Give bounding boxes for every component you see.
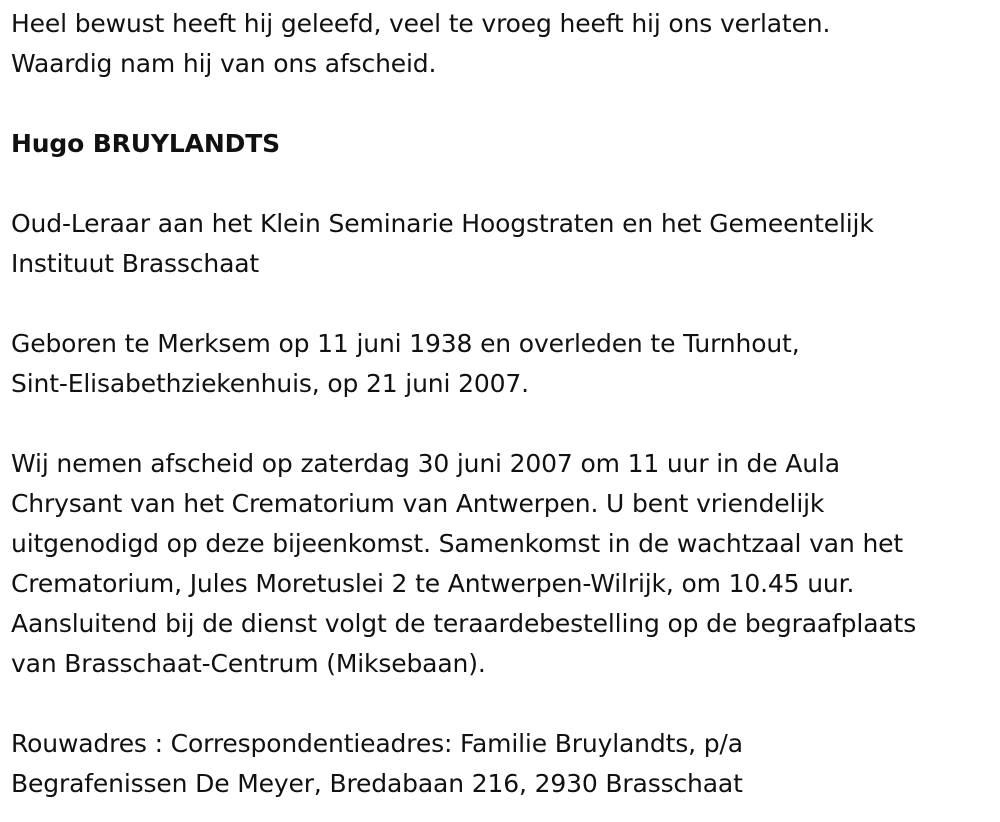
ceremony-line: Wij nemen afscheid op zaterdag 30 juni 2007 om 11 uur in de Aula (11, 449, 840, 478)
birth-death-line: Sint-Elisabethziekenhuis, op 21 juni 2007. (11, 369, 529, 398)
occupation-paragraph (11, 204, 996, 284)
birth-death-line: Geboren te Merksem op 11 juni 1938 en overleden te Turnhout, (11, 329, 800, 358)
ceremony-line: uitgenodigd op deze bijeenkomst. Samenkomst in de wachtzaal van het (11, 529, 904, 558)
address-paragraph (11, 724, 996, 804)
birth-death-paragraph (11, 324, 996, 404)
ceremony-line: van Brasschaat-Centrum (Miksebaan). (11, 649, 486, 678)
obituary-notice (11, 4, 996, 804)
intro-line: Waardig nam hij van ons afscheid. (11, 49, 437, 78)
ceremony-paragraph (11, 444, 996, 684)
occupation-line: Oud-Leraar aan het Klein Seminarie Hoogstraten en het Gemeentelijk (11, 209, 874, 238)
deceased-name: Hugo BRUYLANDTS (11, 129, 280, 158)
ceremony-line: Crematorium, Jules Moretuslei 2 te Antwerpen-Wilrijk, om 10.45 uur. (11, 569, 855, 598)
address-line: Rouwadres : Correspondentieadres: Familie Bruylandts, p/a (11, 729, 743, 758)
ceremony-line: Chrysant van het Crematorium van Antwerpen. U bent vriendelijk (11, 489, 825, 518)
ceremony-line: Aansluitend bij de dienst volgt de teraardebestelling op de begraafplaats (11, 609, 917, 638)
address-line: Begrafenissen De Meyer, Bredabaan 216, 2930 Brasschaat (11, 769, 743, 798)
intro-line: Heel bewust heeft hij geleefd, veel te vroeg heeft hij ons verlaten. (11, 9, 831, 38)
intro-paragraph (11, 4, 996, 84)
occupation-line: Instituut Brasschaat (11, 249, 260, 278)
